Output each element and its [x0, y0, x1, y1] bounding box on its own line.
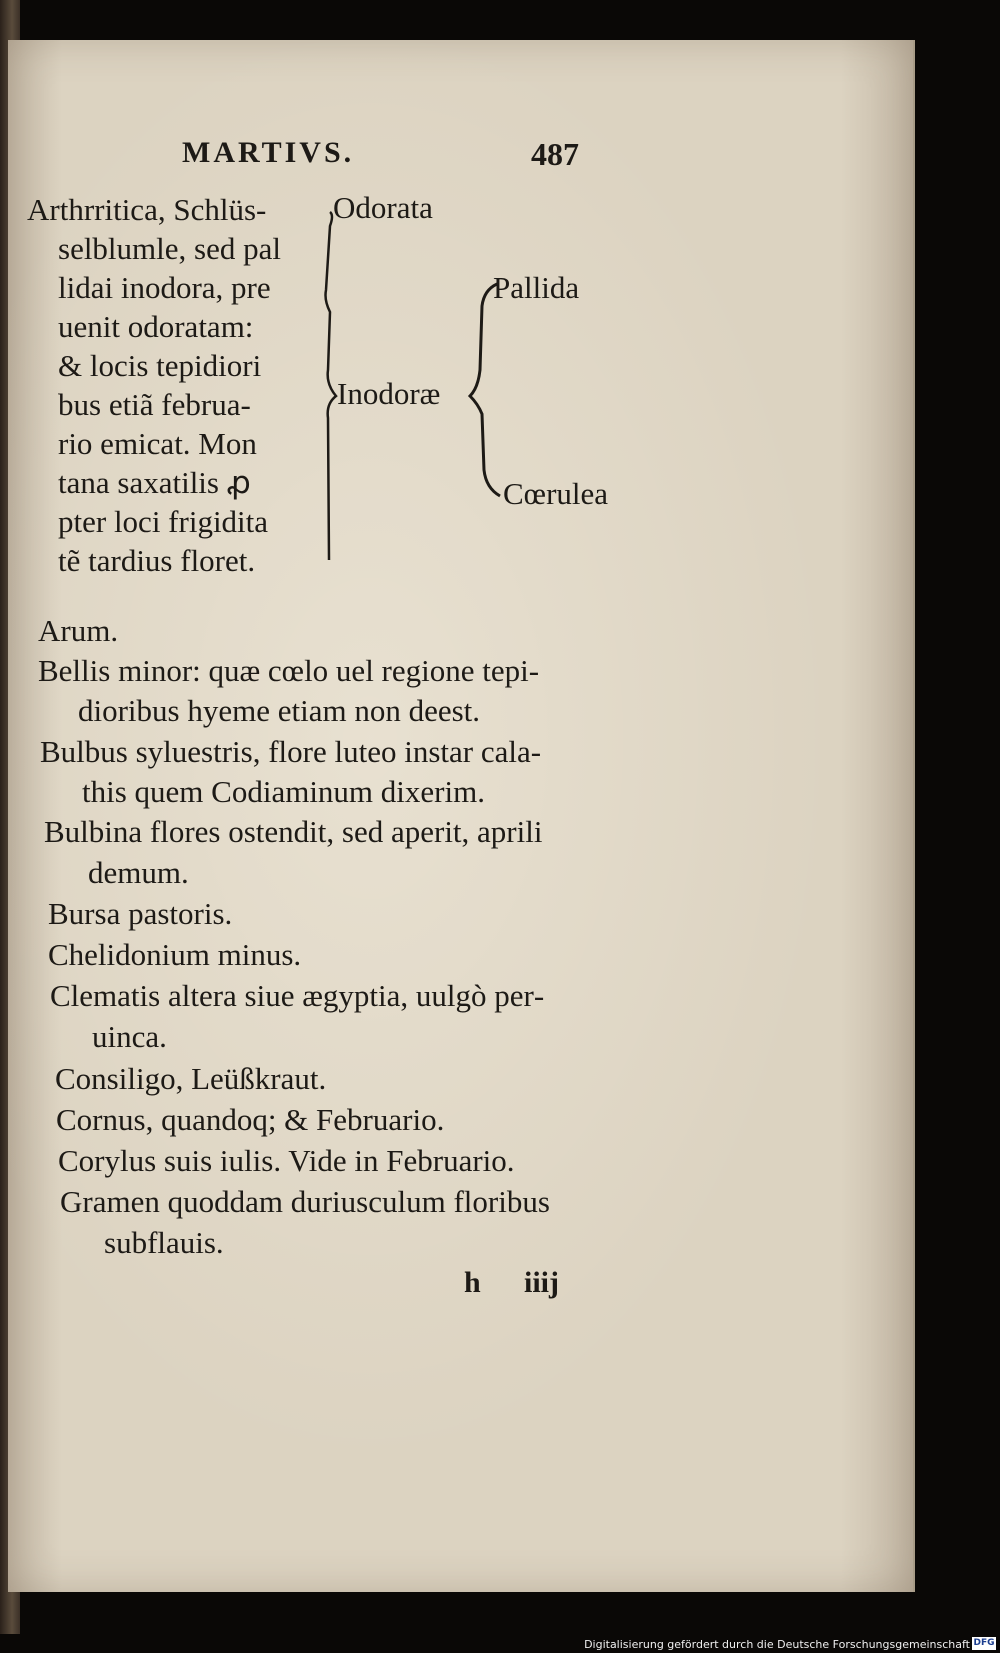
brace-label-coerulea: Cœrulea — [503, 476, 609, 511]
text-line: subflauis. — [104, 1225, 224, 1260]
text-line: Gramen quoddam duriusculum floribus — [60, 1184, 550, 1219]
text-line: bus etiã februa‑ — [58, 387, 251, 422]
text-line: uenit odoratam: — [58, 309, 254, 344]
page-number: 487 — [531, 136, 579, 172]
brace-label-inodorae: Inodoræ — [337, 376, 441, 411]
text-line: dioribus hyeme etiam non deest. — [78, 693, 481, 728]
text-line: Consiligo, Leüßkraut. — [55, 1061, 327, 1096]
text-line: uinca. — [92, 1019, 167, 1054]
brace-label-odorata: Odorata — [333, 190, 433, 225]
running-head-title: MARTIVS. — [182, 136, 355, 169]
text-line: selblumle, sed pal — [58, 231, 281, 266]
text-line: lidai inodora, pre — [58, 270, 271, 305]
dfg-logo: DFG — [973, 1638, 995, 1648]
text-line: Chelidonium minus. — [48, 937, 302, 972]
text-line: Arthrritica, Schlüs‑ — [27, 192, 267, 227]
text-line: Bellis minor: quæ cœlo uel regione tepi‑ — [38, 653, 540, 688]
text-line: Bulbus syluestris, flore luteo instar cala‑ — [40, 734, 542, 769]
text-line: this quem Codiaminum dixerim. — [82, 774, 485, 809]
signature-letter: h — [464, 1266, 481, 1299]
text-line: Cornus, quandoq; & Februario. — [56, 1102, 445, 1137]
text-line: Clematis altera siue ægyptia, uulgò per‑ — [50, 978, 545, 1013]
text-line: Bulbina flores ostendit, sed aperit, aprili — [44, 814, 543, 849]
footer-credit: Digitalisierung gefördert durch die Deutsche Forschungsgemeinschaft — [584, 1638, 970, 1651]
text-line: tẽ tardius floret. — [58, 543, 256, 578]
text-line: rio emicat. Mon — [58, 426, 257, 461]
signature-number: iiij — [524, 1266, 559, 1299]
text-line: Corylus suis iulis. Vide in Februario. — [58, 1143, 515, 1178]
text-line: pter loci frigidita — [58, 504, 269, 539]
text-line: & locis tepidiori — [58, 348, 262, 383]
text-line: Arum. — [38, 613, 119, 648]
text-line: demum. — [88, 855, 189, 890]
brace-label-pallida: Pallida — [493, 270, 580, 305]
text-line: tana saxatilis ꝓ — [58, 465, 251, 500]
text-line: Bursa pastoris. — [48, 896, 233, 931]
